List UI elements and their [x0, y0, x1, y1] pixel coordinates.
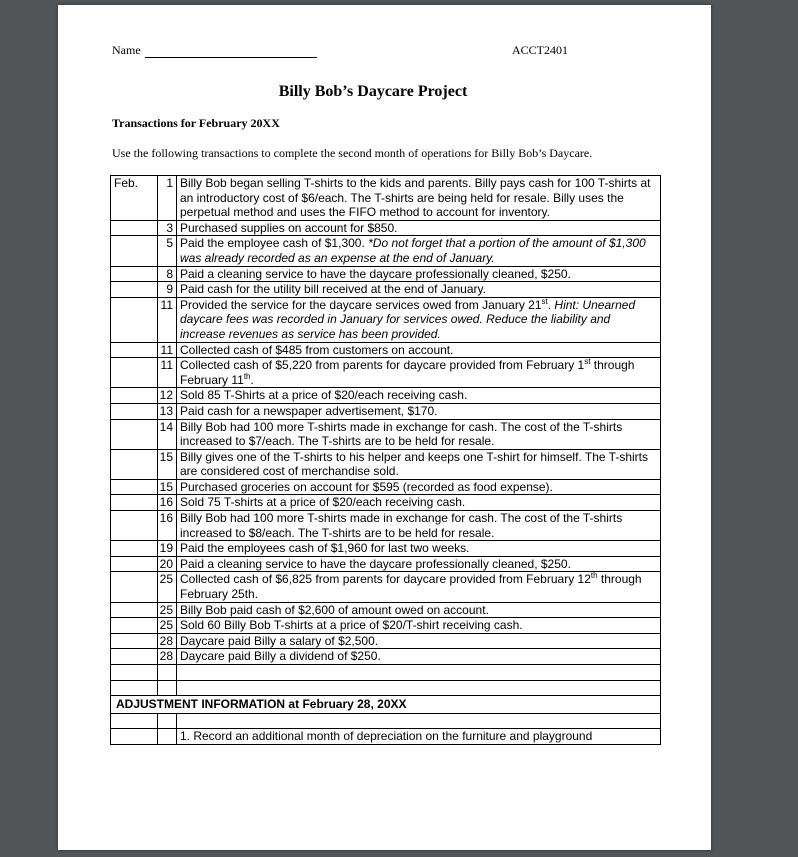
transaction-body: Paid cash for the utility bill received at the end of January. [180, 282, 486, 297]
table-row [111, 282, 661, 298]
transaction-body: Billy gives one of the T-shirts to his helper and keeps one T-shirt for himself. The T-shirts are considered cost of merchandise sold. [180, 449, 648, 479]
transaction-text [177, 511, 661, 541]
day-cell [158, 713, 177, 729]
month-cell [111, 665, 158, 681]
transaction-body-cont: . [547, 297, 555, 312]
transaction-body: Paid a cleaning service to have the daycare professionally cleaned, $250. [180, 556, 571, 571]
transaction-text [177, 633, 661, 649]
table-row [111, 176, 661, 221]
day-cell [158, 680, 177, 696]
transaction-hint: Hint: Unearned daycare fees was recorded in January for services owed. Reduce the liability and increase revenues as service has been provided. [180, 297, 636, 341]
transaction-text [177, 220, 661, 236]
day-cell: 5 [158, 236, 177, 266]
day-cell: 16 [158, 511, 177, 541]
day-cell: 12 [158, 388, 177, 404]
transaction-text [177, 602, 661, 618]
transaction-body: Daycare paid Billy a dividend of $250. [180, 649, 381, 664]
transaction-hint: *Do not forget that a portion of the amount of $1,300 was already recorded as an expense at the end of January. [180, 236, 646, 265]
transaction-text [177, 479, 661, 495]
transaction-text [177, 236, 661, 266]
month-cell [111, 633, 158, 649]
month-cell [111, 541, 158, 557]
table-row [111, 556, 661, 572]
day-cell: 25 [158, 618, 177, 634]
month-cell [111, 297, 158, 342]
month-cell [111, 358, 158, 388]
transaction-text [177, 342, 661, 358]
month-cell [111, 602, 158, 618]
month-cell [111, 618, 158, 634]
table-row [111, 220, 661, 236]
day-cell: 14 [158, 419, 177, 449]
month-cell [111, 266, 158, 282]
transaction-body: Daycare paid Billy a salary of $2,500. [180, 633, 379, 648]
day-cell: 28 [158, 633, 177, 649]
transaction-text [177, 618, 661, 634]
transaction-text [177, 665, 661, 681]
adjustment-heading: ADJUSTMENT INFORMATION at February 28, 20XX [111, 696, 661, 714]
day-cell [158, 665, 177, 681]
month-cell [111, 388, 158, 404]
name-label: Name [112, 43, 141, 57]
day-cell: 19 [158, 541, 177, 557]
day-cell: 25 [158, 572, 177, 602]
superscript: th [590, 571, 598, 581]
document-page [58, 5, 711, 850]
transaction-text [177, 541, 661, 557]
table-row [111, 358, 661, 388]
transaction-text [177, 297, 661, 342]
transaction-text [177, 419, 661, 449]
day-cell: 3 [158, 220, 177, 236]
table-row [111, 495, 661, 511]
transaction-body: Billy Bob paid cash of $2,600 of amount owed on account. [180, 602, 489, 617]
transaction-text [177, 282, 661, 298]
day-cell: 15 [158, 449, 177, 479]
table-row [111, 236, 661, 266]
month-cell [111, 220, 158, 236]
table-row [111, 266, 661, 282]
transaction-body: Purchased groceries on account for $595 (recorded as food expense). [180, 479, 553, 494]
transaction-body-cont: . [250, 372, 254, 387]
transaction-text [177, 495, 661, 511]
table-row [111, 633, 661, 649]
table-row [111, 449, 661, 479]
day-cell: 13 [158, 403, 177, 419]
transaction-text [177, 449, 661, 479]
adjustment-header-row [111, 696, 661, 714]
transaction-body: Sold 60 Billy Bob T-shirts at a price of $20/T-shirt receiving cash. [180, 618, 523, 633]
month-cell [111, 419, 158, 449]
transaction-body: Paid cash for a newspaper advertisement, $170. [180, 403, 438, 418]
day-cell: 8 [158, 266, 177, 282]
table-row [111, 572, 661, 602]
day-cell: 11 [158, 358, 177, 388]
month-cell [111, 342, 158, 358]
month-cell [111, 282, 158, 298]
transaction-body: Provided the service for the daycare services owed from January 21 [180, 297, 542, 312]
transaction-body: Collected cash of $6,825 from parents for daycare provided from February 12 [180, 572, 591, 587]
instruction-text: Use the following transactions to complete the second month of operations for Billy Bob’s Daycare. [112, 146, 593, 160]
transactions-table [110, 175, 661, 745]
day-cell: 28 [158, 649, 177, 665]
table-row [111, 479, 661, 495]
table-row [111, 618, 661, 634]
month-cell [111, 511, 158, 541]
day-cell: 11 [158, 342, 177, 358]
transaction-body: Sold 85 T-Shirts at a price of $20/each receiving cash. [180, 388, 468, 403]
month-cell [111, 649, 158, 665]
day-cell: 15 [158, 479, 177, 495]
transaction-text [177, 572, 661, 602]
day-cell [158, 729, 177, 745]
transaction-text [177, 556, 661, 572]
table-row [111, 541, 661, 557]
month-cell [111, 556, 158, 572]
transaction-text [177, 403, 661, 419]
name-blank-line [145, 45, 317, 58]
day-cell: 11 [158, 297, 177, 342]
transaction-body-cont: through February 25th. [180, 572, 642, 602]
transaction-text [177, 176, 661, 221]
superscript: th [243, 371, 251, 381]
table-row [111, 649, 661, 665]
day-cell: 20 [158, 556, 177, 572]
month-cell [111, 713, 158, 729]
transaction-body-cont: through February 11 [180, 358, 635, 387]
month-cell [111, 572, 158, 602]
table-row [111, 511, 661, 541]
month-cell: Feb. [111, 176, 158, 221]
adjustment-item: 1. Record an additional month of depreciation on the furniture and playground [177, 729, 661, 745]
day-cell: 16 [158, 495, 177, 511]
table-row [111, 342, 661, 358]
day-cell: 25 [158, 602, 177, 618]
name-field [112, 43, 317, 58]
month-cell [111, 236, 158, 266]
transaction-body: Billy Bob began selling T-shirts to the kids and parents. Billy pays cash for 100 T-shirts at an introductory cost of $6/each. The T-shirts are being held for resale. Billy uses the perpetual method and uses the FIFO method to account for inventory. [180, 176, 651, 220]
superscript: st [541, 296, 548, 306]
adjustment-row [111, 729, 661, 745]
transaction-body: Paid a cleaning service to have the daycare professionally cleaned, $250. [180, 266, 571, 281]
month-cell [111, 729, 158, 745]
empty-row [111, 680, 661, 696]
transaction-body: Purchased supplies on account for $850. [180, 220, 398, 235]
course-code: ACCT2401 [512, 43, 569, 57]
empty-row [111, 713, 661, 729]
transaction-body: Sold 75 T-shirts at a price of $20/each receiving cash. [180, 495, 466, 510]
day-cell: 9 [158, 282, 177, 298]
transaction-text [177, 358, 661, 388]
transaction-body: Billy Bob had 100 more T-shirts made in exchange for cash. The cost of the T-shirts increased to $7/each. The T-shirts are to be held for resale. [180, 419, 623, 449]
month-cell [111, 449, 158, 479]
transaction-text [177, 713, 661, 729]
transaction-body: Billy Bob had 100 more T-shirts made in exchange for cash. The cost of the T-shirts increased to $8/each. The T-shirts are to be held for resale. [180, 511, 623, 540]
page-subtitle: Transactions for February 20XX [112, 116, 280, 130]
page-title: Billy Bob’s Daycare Project [278, 83, 468, 100]
month-cell [111, 479, 158, 495]
day-cell: 1 [158, 176, 177, 221]
transaction-body: Paid the employee cash of $1,300. [180, 236, 369, 251]
month-cell [111, 495, 158, 511]
transaction-text [177, 680, 661, 696]
transaction-body: Paid the employees cash of $1,960 for last two weeks. [180, 541, 470, 556]
transaction-text [177, 388, 661, 404]
transaction-body: Collected cash of $5,220 from parents for daycare provided from February 1 [180, 358, 585, 373]
table-row [111, 403, 661, 419]
table-row [111, 602, 661, 618]
superscript: st [584, 357, 591, 367]
transaction-text [177, 649, 661, 665]
table-row [111, 297, 661, 342]
transaction-text [177, 266, 661, 282]
month-cell [111, 403, 158, 419]
empty-row [111, 665, 661, 681]
month-cell [111, 680, 158, 696]
table-row [111, 419, 661, 449]
table-row [111, 388, 661, 404]
transaction-body: Collected cash of $485 from customers on account. [180, 342, 454, 357]
